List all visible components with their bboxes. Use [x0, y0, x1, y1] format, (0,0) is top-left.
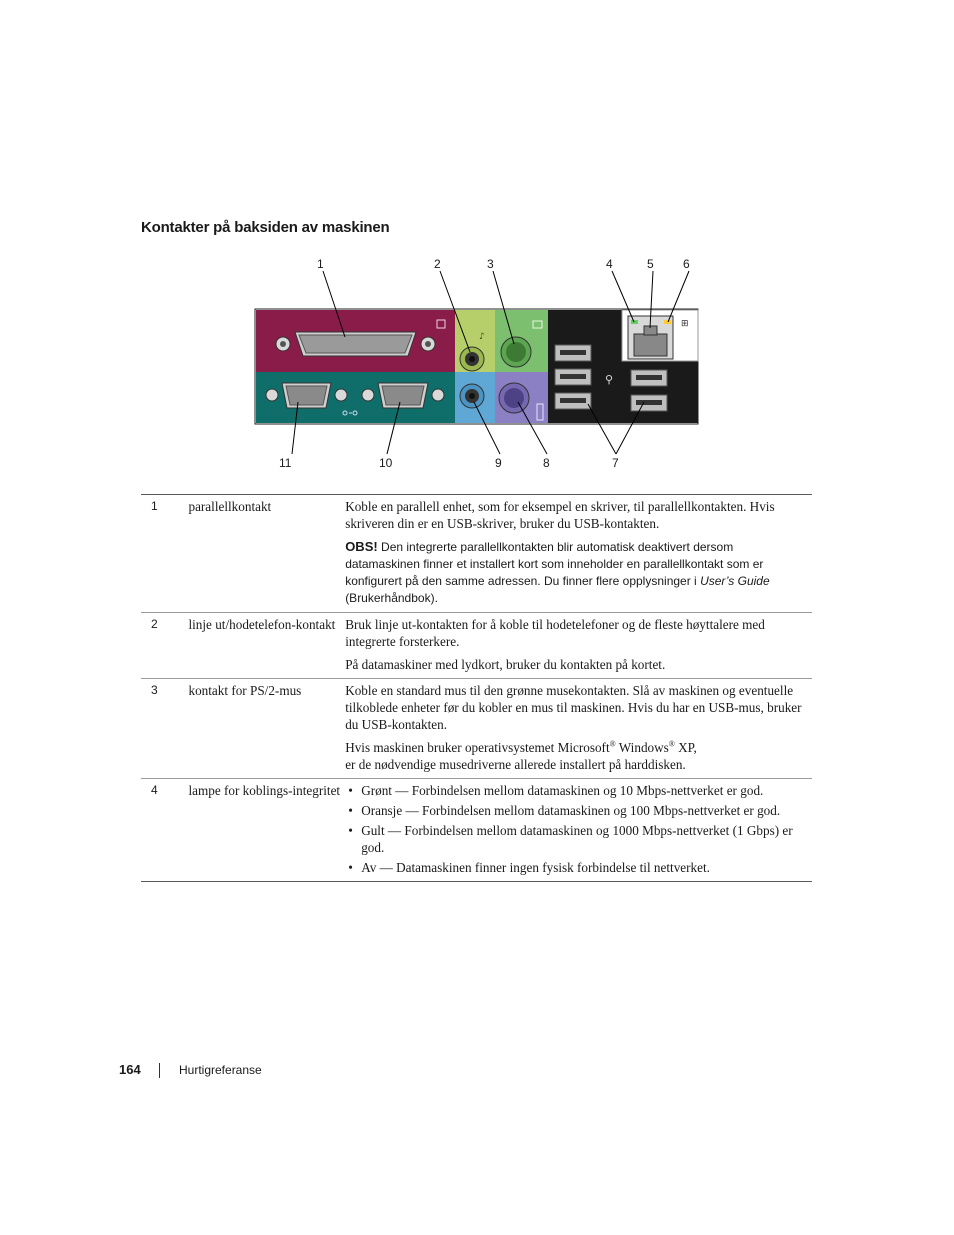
row-number: 1 — [151, 499, 158, 513]
usb-symbol-icon — [605, 373, 613, 386]
footer-divider — [159, 1063, 160, 1078]
list-item: • Oransje — Forbindelsen mellom datamaskinen og 100 Mbps-nettverket er god. — [345, 802, 804, 819]
callout-5: 5 — [647, 257, 654, 271]
text-segment: Hvis maskinen bruker operativsystemet Microsoft — [345, 740, 610, 755]
registered-mark: ® — [668, 739, 675, 749]
description-text: Koble en standard mus til den grønne musekontakten. Slå av maskinen og eventuelle tilkoblede enheter før du kobler en mus til maskinen. Hvis du har en USB-mus, bruker du USB-kontakten. — [345, 683, 802, 732]
note-end: (Brukerhåndbok). — [345, 591, 438, 605]
text-segment: Windows — [615, 740, 669, 755]
svg-text:⊞: ⊞ — [681, 319, 689, 329]
callout-8: 8 — [543, 456, 550, 470]
callout-11: 11 — [279, 456, 292, 470]
connector-table — [141, 494, 812, 882]
text-segment: XP, — [674, 740, 697, 755]
callout-4: 4 — [606, 257, 613, 271]
connector-name: linje ut/hodetelefon-kontakt — [188, 617, 336, 632]
callout-10: 10 — [379, 456, 393, 470]
usb-port-group-left-icon — [555, 345, 591, 409]
list-item: • Gult — Forbindelsen mellom datamaskinen og 1000 Mbps-nettverket (1 Gbps) er god. — [345, 822, 804, 856]
footer-section-title: Hurtigreferanse — [179, 1063, 262, 1077]
callout-6: 6 — [683, 257, 690, 271]
line-in-jack-icon — [460, 384, 484, 408]
callout-3: 3 — [487, 257, 494, 271]
connector-description — [345, 613, 812, 679]
connector-description — [345, 779, 812, 882]
row-number: 4 — [151, 783, 158, 797]
callout-2: 2 — [434, 257, 441, 271]
row-number: 2 — [151, 617, 158, 631]
connector-panel-illustration — [250, 252, 710, 477]
status-list — [345, 782, 804, 876]
svg-text:♪: ♪ — [479, 332, 485, 342]
registered-mark: ® — [609, 739, 616, 749]
connector-name: parallellkontakt — [188, 499, 272, 514]
table-row — [141, 779, 812, 882]
connector-name: lampe for koblings-integritet — [188, 783, 341, 798]
list-item: • Grønt — Forbindelsen mellom datamaskinen og 10 Mbps-nettverket er god. — [345, 782, 804, 799]
row-number: 3 — [151, 683, 158, 697]
text-segment: er de nødvendige musedriverne allerede installert på harddisken. — [345, 757, 686, 772]
ps2-keyboard-connector-icon — [499, 383, 529, 413]
connector-description — [345, 679, 812, 779]
note-text: Den integrerte parallellkontakten blir automatisk deaktivert dersom datamaskinen finner et installert kort som inneholder en parallellkontakt som er konfigurert på den samme adressen. Du finner flere opplysninger i — [345, 540, 764, 588]
line-out-jack-icon — [460, 347, 484, 371]
page-number: 164 — [119, 1062, 141, 1077]
svg-text:⚲: ⚲ — [605, 373, 614, 386]
description-text: På datamaskiner med lydkort, bruker du kontakten på kortet. — [345, 657, 666, 672]
network-symbol-icon — [681, 319, 689, 329]
callout-7: 7 — [612, 456, 619, 470]
table-row — [141, 679, 812, 779]
note-label: OBS! — [345, 539, 378, 554]
description-text: Koble en parallell enhet, som for eksempel en skriver, til parallellkontakten. Hvis skriveren din er en USB-skriver, bruker du USB-kontakten. — [345, 499, 775, 531]
connector-description — [345, 495, 812, 613]
back-panel-figure — [250, 252, 710, 477]
table-row — [141, 613, 812, 679]
callout-1: 1 — [317, 257, 324, 271]
description-text: Bruk linje ut-kontakten for å koble til hodetelefoner og de fleste høyttalere med integrerte forsterkere. — [345, 617, 765, 649]
table-row — [141, 495, 812, 613]
list-item: • Av — Datamaskinen finner ingen fysisk forbindelse til nettverket. — [345, 859, 804, 876]
connector-name: kontakt for PS/2-mus — [188, 683, 302, 698]
section-heading: Kontakter på baksiden av maskinen — [141, 219, 390, 236]
headphone-symbol-icon — [479, 332, 485, 342]
ps2-mouse-connector-icon — [501, 337, 531, 367]
note-block — [345, 538, 804, 607]
note-italic: User’s Guide — [700, 574, 770, 588]
callout-9: 9 — [495, 456, 502, 470]
description-text — [345, 739, 804, 773]
